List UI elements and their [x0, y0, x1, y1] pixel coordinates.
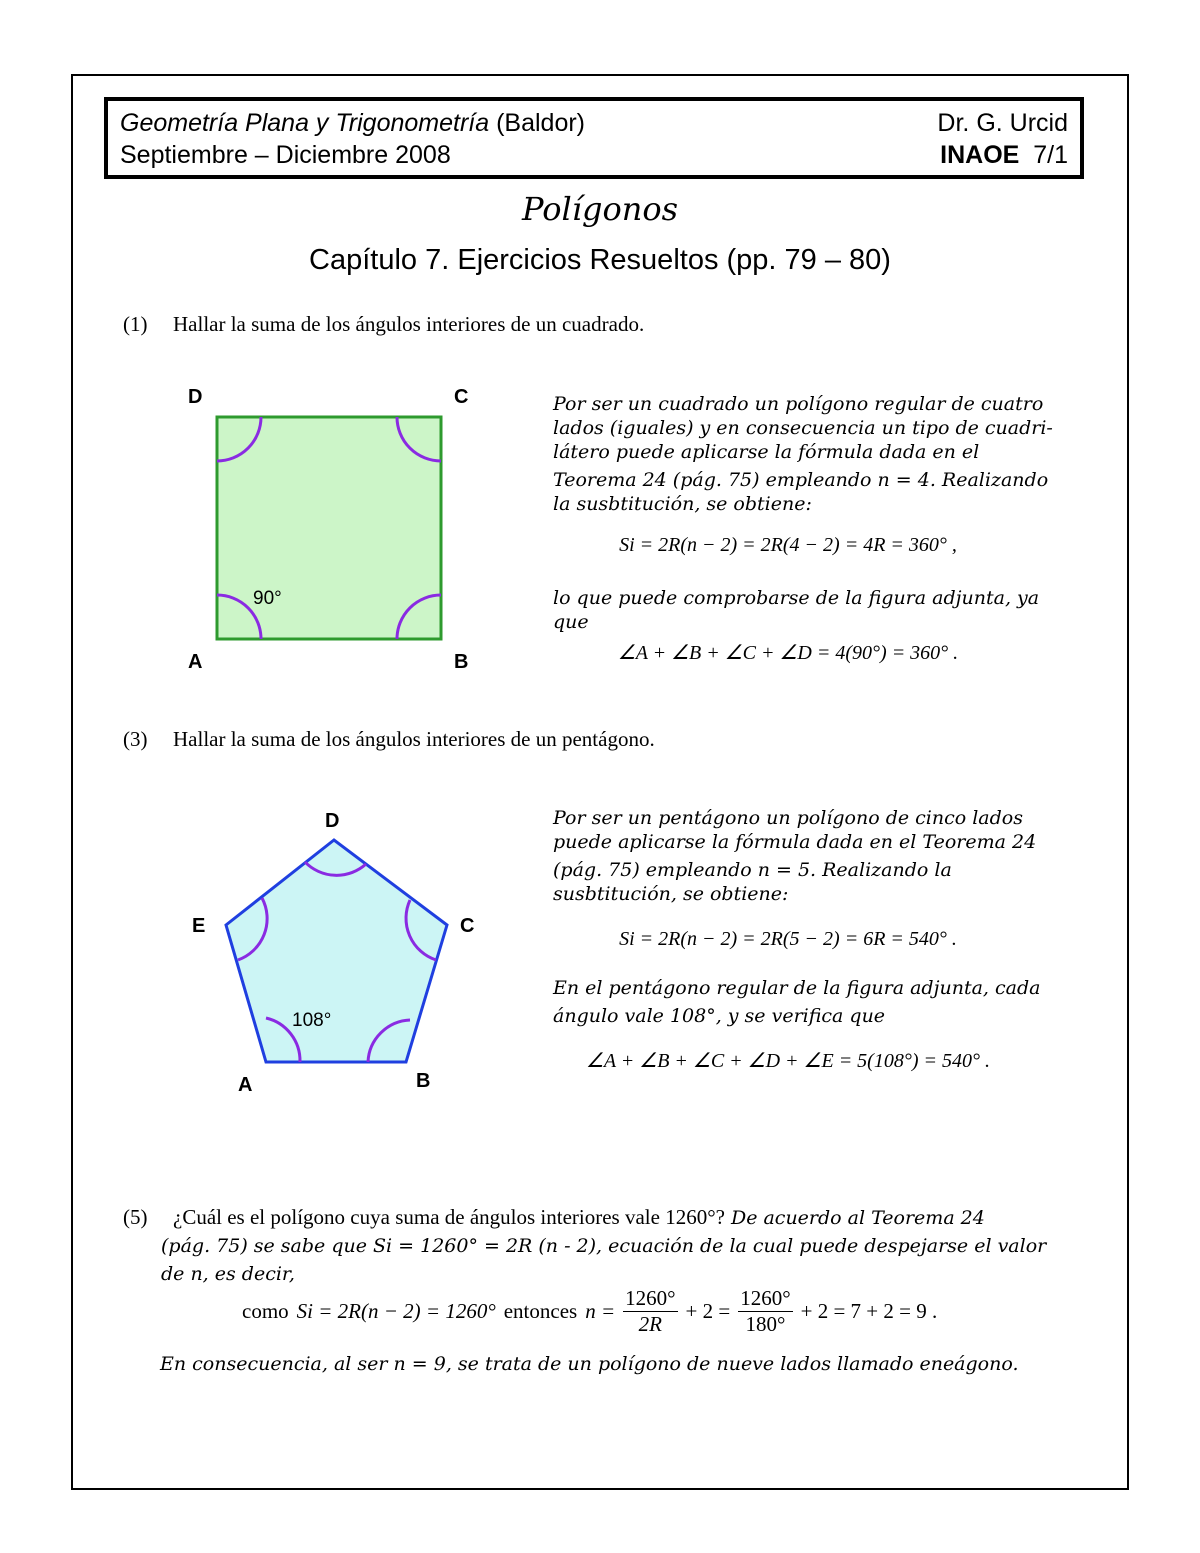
q3-check-formula: ∠A + ∠B + ∠C + ∠D + ∠E = 5(108°) = 540° . [585, 1050, 990, 1072]
pentagon-figure [180, 800, 490, 1100]
pentagon-shape [226, 840, 447, 1062]
label-a: A [238, 1074, 253, 1096]
label-d: D [325, 810, 340, 832]
question-5: (5) ¿Cuál es el polígono cuya suma de ángulos interiores vale 1260°? De acuerdo al Teorema 24 (pág. 75) se sabe que Si = 1260° = 2R (n - 2), ecuación de la cual puede despejarse el valor de n, es decir, [123, 1205, 1047, 1285]
q3-check: En el pentágono regular de la figura adjunta, cada ángulo vale 108°, y se verifica que [553, 977, 1041, 1027]
question-1: (1) Hallar la suma de los ángulos interiores de un cuadrado. [123, 312, 645, 336]
q5-solution-formula: como Si = 2R(n − 2) = 1260° entonces n = $\frac{1260^\circ}{2R}$ + 2 = $\frac{1260^\circ}{180^\circ}$ + 2 = 7 + 2 = 9 . [242, 1286, 938, 1336]
course-title: Geometría Plana y Trigonometría (Baldor) [120, 109, 586, 137]
q5-conclusion: En consecuencia, al ser n = 9, se trata de un polígono de nueve lados llamado eneágono. [160, 1353, 1019, 1375]
label-a: A [188, 651, 203, 673]
label-c: C [454, 386, 469, 408]
q1-check-formula: ∠A + ∠B + ∠C + ∠D = 4(90°) = 360° . [617, 642, 959, 664]
author: Dr. G. Urcid [937, 109, 1068, 137]
period: Septiembre – Diciembre 2008 [120, 141, 451, 169]
page-subtitle: Capítulo 7. Ejercicios Resueltos (pp. 79 – 80) [309, 244, 891, 276]
label-c: C [460, 915, 475, 937]
fraction-1: $\frac{1260^\circ}{2R}$ [625, 1286, 676, 1336]
document-header [104, 97, 1084, 179]
q3-formula: Si = 2R(n − 2) = 2R(5 − 2) = 6R = 540° . [619, 928, 957, 950]
q1-check: lo que puede comprobarse de la figura adjunta, ya que [553, 587, 1040, 633]
q1-formula: Si = 2R(n − 2) = 2R(4 − 2) = 4R = 360° , [619, 534, 957, 556]
label-b: B [416, 1070, 431, 1092]
label-b: B [454, 651, 469, 673]
page-title: Polígonos [521, 190, 678, 228]
question-3: (3) Hallar la suma de los ángulos interiores de un pentágono. [123, 727, 655, 751]
angle-label: 108° [292, 1010, 332, 1031]
q1-explanation: Por ser un cuadrado un polígono regular de cuatro lados (iguales) y en consecuencia un tipo de cuadri- látero puede aplicarse la fórmula dada en el Teorema 24 (pág. 75) empleando n = 4. Realizando la susbtitución, se obtiene: [553, 393, 1053, 515]
q3-explanation: Por ser un pentágono un polígono de cinco lados puede aplicarse la fórmula dada en el Teorema 24 (pág. 75) empleando n = 5. Realizando la susbtitución, se obtiene: [553, 807, 1037, 905]
square-shape [217, 417, 441, 639]
label-e: E [192, 915, 206, 937]
institution-page: INAOE 7/1 [940, 141, 1068, 169]
angle-label: 90° [253, 588, 282, 609]
fraction-2: $\frac{1260^\circ}{180^\circ}$ [740, 1286, 791, 1336]
label-d: D [188, 386, 203, 408]
square-figure [170, 370, 500, 680]
